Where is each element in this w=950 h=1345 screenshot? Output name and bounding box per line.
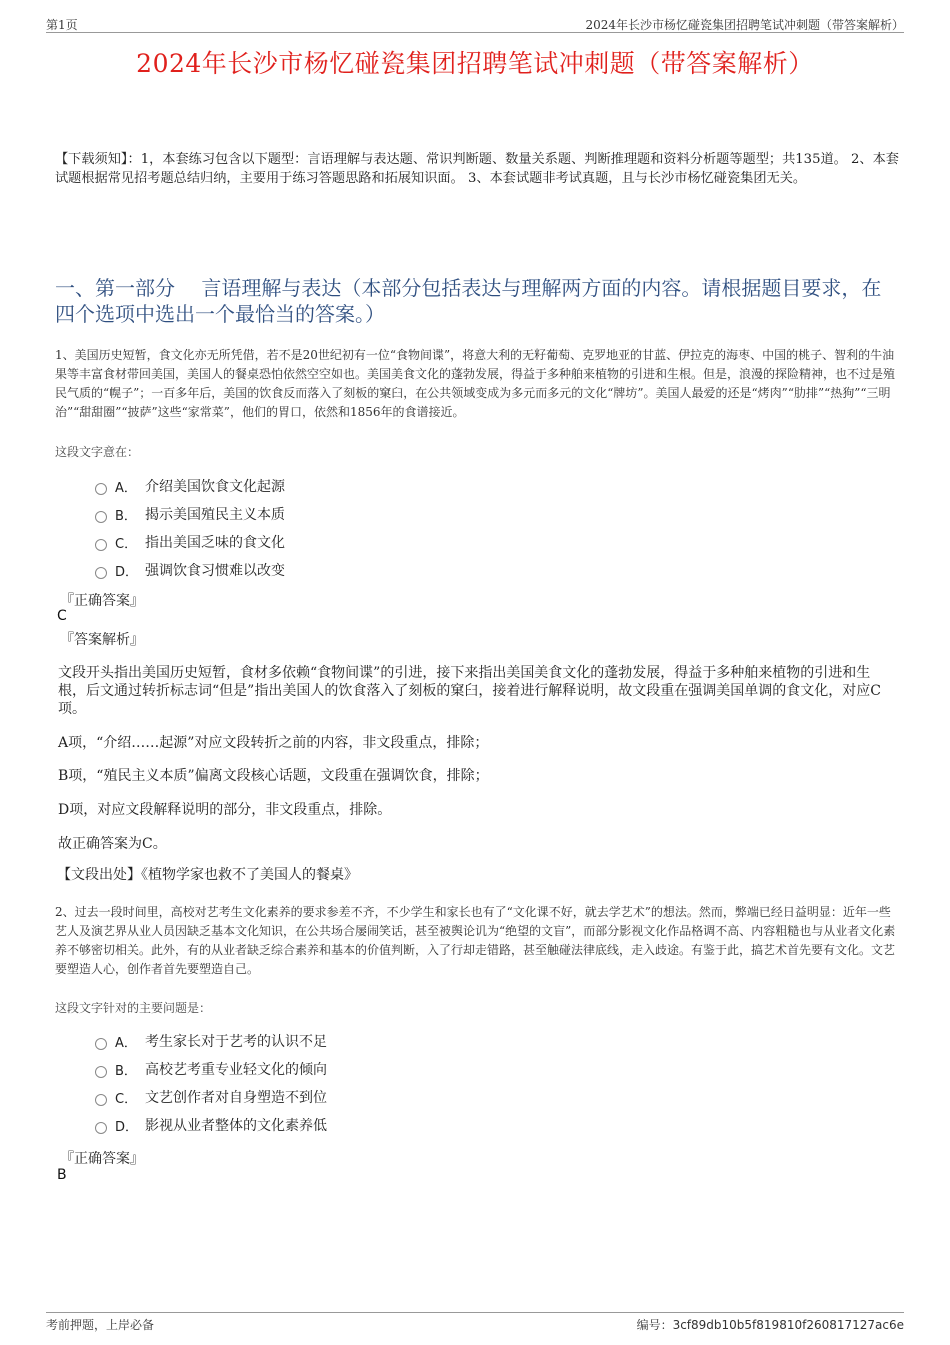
question-1-option-c[interactable] [95, 528, 285, 556]
question-2-lead: 这段文字针对的主要问题是： [55, 1001, 212, 1015]
option-letter: A． [115, 480, 137, 496]
option-text: 介绍美国饮食文化起源 [145, 479, 285, 495]
page-number: 第1页 [46, 18, 78, 32]
question-2-answer-label: 『正确答案』 [60, 1151, 144, 1167]
question-1-option-b[interactable] [95, 500, 285, 528]
question-1-analysis-a: A项，“介绍……起源”对应文段转折之前的内容，非文段重点，排除； [58, 735, 489, 751]
option-letter: C． [115, 1091, 138, 1107]
radio-icon[interactable] [95, 1094, 107, 1106]
question-1-analysis-paragraph: 文段开头指出美国历史短暂，食材多依赖“食物间谍”的引进，接下来指出美国美食文化的蓬勃发展，得益于多种舶来植物的引进和生根，后文通过转折标志词“但是”指出美国人的饮食落入了刻板的窠臼，接着进行解释说明，故文段重在强调美国单调的食文化，对应C项。 [58, 665, 882, 717]
option-text: 高校艺考重专业轻文化的倾向 [145, 1062, 327, 1078]
radio-icon[interactable] [95, 483, 107, 495]
header-doc-title: 2024年长沙市杨忆碰瓷集团招聘笔试冲刺题（带答案解析） [585, 18, 904, 32]
option-text: 指出美国乏味的食文化 [145, 535, 285, 551]
question-1-answer: C [57, 608, 67, 624]
footer-code [637, 1316, 904, 1333]
option-text: 考生家长对于艺考的认识不足 [145, 1034, 327, 1050]
question-1-analysis-label: 『答案解析』 [60, 632, 144, 648]
option-letter: B． [115, 508, 137, 524]
question-1-options [95, 472, 285, 584]
option-letter: D． [115, 564, 139, 580]
option-text: 影视从业者整体的文化素养低 [145, 1118, 327, 1134]
option-letter: C． [115, 536, 138, 552]
footer-code-value: 3cf89db10b5f819810f260817127ac6e [672, 1318, 904, 1332]
radio-icon[interactable] [95, 567, 107, 579]
document-title: 2024年长沙市杨忆碰瓷集团招聘笔试冲刺题（带答案解析） [136, 49, 814, 78]
radio-icon[interactable] [95, 511, 107, 523]
footer-code-label: 编号： [636, 1318, 673, 1332]
question-1-source: 【文段出处】《植物学家也救不了美国人的餐桌》 [57, 867, 358, 883]
radio-icon[interactable] [95, 539, 107, 551]
section-heading: 一、第一部分 言语理解与表达（本部分包括表达与理解两方面的内容。请根据题目要求，在四个选项中选出一个最恰当的答案。） [55, 276, 882, 326]
question-1-answer-label: 『正确答案』 [60, 593, 144, 609]
question-1-option-d[interactable] [95, 556, 285, 584]
option-text: 强调饮食习惯难以改变 [145, 563, 285, 579]
question-1-passage: 1、美国历史短暂，食文化亦无所凭借，若不是20世纪初有一位“食物间谍”，将意大利的无籽葡萄、克罗地亚的甘蓝、伊拉克的海枣、中国的桃子、智利的牛油果等丰富食材带回美国，美国人的餐桌恐怕依然空空如也。美国美食文化的蓬勃发展，得益于多种舶来植物的引进和生根。但是，浪漫的探险精神，也不过是殖民气质的“幌子”；一百多年后，美国的饮食反而落入了刻板的窠臼，在公共领域变成为多元而多元的文化“牌坊”。美国人最爱的还是“烤肉”“肋排”“热狗”“三明治”“甜甜圈”“披萨”这些“家常菜”，他们的胃口，依然和1856年的食谱接近。 [55, 348, 896, 419]
question-1-analysis-b: B项，“殖民主义本质”偏离文段核心话题，文段重在强调饮食，排除； [58, 768, 489, 784]
question-1-option-a[interactable] [95, 472, 285, 500]
radio-icon[interactable] [95, 1122, 107, 1134]
question-2-options [95, 1027, 327, 1139]
option-text: 文艺创作者对自身塑造不到位 [145, 1090, 327, 1106]
question-2-answer: B [57, 1167, 67, 1183]
question-1-analysis-d: D项，对应文段解释说明的部分，非文段重点，排除。 [58, 802, 392, 818]
option-letter: A． [115, 1035, 137, 1051]
question-2-option-b[interactable] [95, 1055, 327, 1083]
option-letter: D． [115, 1119, 139, 1135]
footer-slogan: 考前押题，上岸必备 [46, 1318, 155, 1332]
option-letter: B． [115, 1063, 137, 1079]
question-2-passage: 2、过去一段时间里，高校对艺考生文化素养的要求参差不齐，不少学生和家长也有了“文化课不好，就去学艺术”的想法。然而，弊端已经日益明显：近年一些艺人及演艺界从业人员因缺乏基本文化知识，在公共场合屡闹笑话，甚至被舆论讥为“绝望的文盲”，而部分影视文化作品格调不高、内容粗糙也与从业者文化素养不够密切相关。此外，有的从业者缺乏综合素养和基本的价值判断，入了行却走错路，甚至触碰法律底线，走入歧途。有鉴于此，搞艺术首先要有文化。文艺要塑造人心，创作者首先要塑造自己。 [55, 905, 896, 976]
question-2-option-d[interactable] [95, 1111, 327, 1139]
radio-icon[interactable] [95, 1038, 107, 1050]
question-2-option-c[interactable] [95, 1083, 327, 1111]
download-notice: 【下载须知】：1，本套练习包含以下题型：言语理解与表达题、常识判断题、数量关系题、判断推理题和资料分析题等题型；共135道。 2、本套试题根据常见招考题总结归纳，主要用于练习答题思路和拓展知识面。 3、本套试题非考试真题，且与长沙市杨忆碰瓷集团无关。 [55, 152, 899, 186]
question-2-option-a[interactable] [95, 1027, 327, 1055]
radio-icon[interactable] [95, 1066, 107, 1078]
question-1-conclusion: 故正确答案为C。 [58, 836, 167, 852]
question-1-lead: 这段文字意在： [55, 445, 140, 459]
option-text: 揭示美国殖民主义本质 [145, 507, 285, 523]
page-header [46, 15, 904, 33]
page-footer [46, 1312, 904, 1332]
